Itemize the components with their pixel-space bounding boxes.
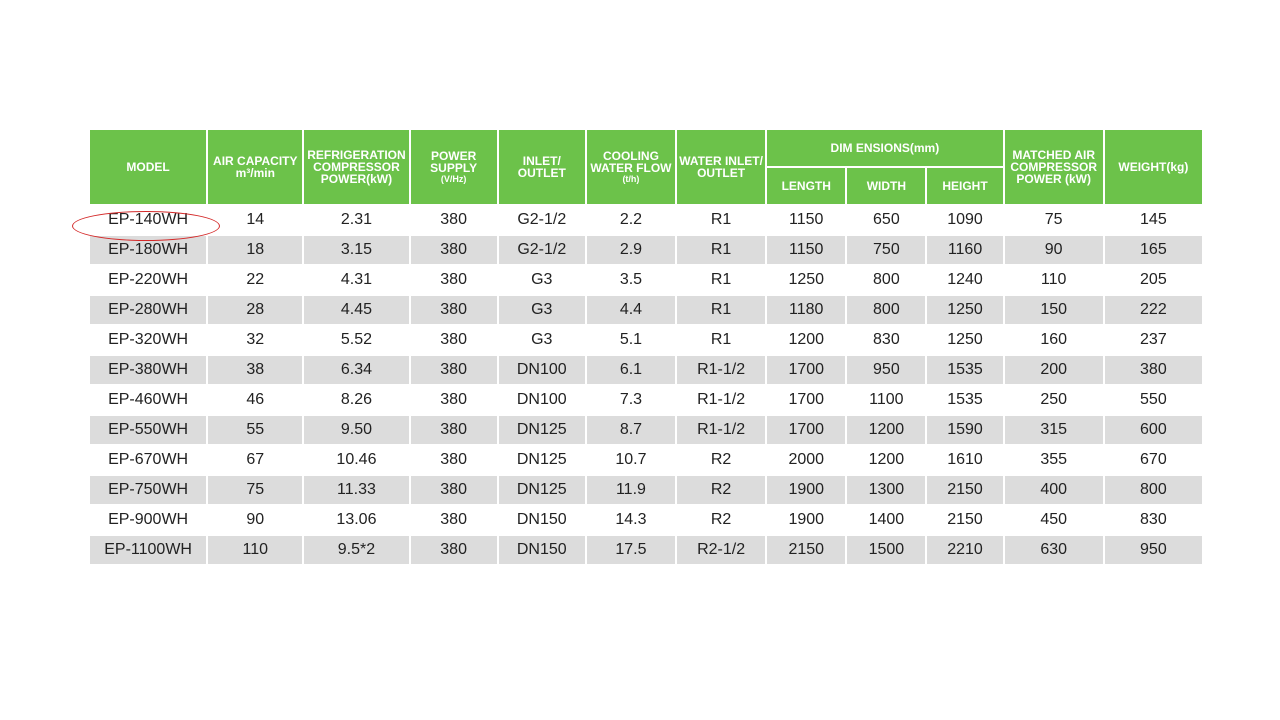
cell-model: EP-380WH [90, 356, 206, 384]
cell-refrigeration-power: 11.33 [304, 476, 408, 504]
cell-air-capacity: 18 [208, 236, 302, 264]
cell-refrigeration-power: 13.06 [304, 506, 408, 534]
cell-length: 1250 [767, 266, 845, 294]
cell-air-capacity: 28 [208, 296, 302, 324]
cell-air-capacity: 32 [208, 326, 302, 354]
cell-refrigeration-power: 8.26 [304, 386, 408, 414]
cell-water-inlet-outlet: R2 [677, 476, 765, 504]
cell-weight: 222 [1105, 296, 1202, 324]
cell-height: 1535 [927, 386, 1002, 414]
cell-inlet-outlet: DN150 [499, 536, 585, 564]
header-cooling-water-flow-unit: (t/h) [622, 173, 640, 184]
header-width: WIDTH [847, 168, 925, 204]
cell-height: 1610 [927, 446, 1002, 474]
cell-refrigeration-power: 4.45 [304, 296, 408, 324]
cell-width: 1200 [847, 416, 925, 444]
cell-width: 1500 [847, 536, 925, 564]
cell-matched-air-power: 450 [1005, 506, 1103, 534]
table-row [90, 206, 1202, 234]
cell-power-supply: 380 [411, 326, 497, 354]
cell-refrigeration-power: 3.15 [304, 236, 408, 264]
cell-height: 1250 [927, 296, 1002, 324]
cell-refrigeration-power: 6.34 [304, 356, 408, 384]
cell-cooling-water-flow: 5.1 [587, 326, 675, 354]
cell-width: 1300 [847, 476, 925, 504]
cell-refrigeration-power: 10.46 [304, 446, 408, 474]
cell-model: EP-320WH [90, 326, 206, 354]
cell-weight: 380 [1105, 356, 1202, 384]
cell-power-supply: 380 [411, 416, 497, 444]
cell-cooling-water-flow: 7.3 [587, 386, 675, 414]
cell-length: 1900 [767, 476, 845, 504]
cell-power-supply: 380 [411, 476, 497, 504]
header-cooling-water-flow-label: COOLING WATER FLOW [590, 148, 672, 175]
cell-width: 950 [847, 356, 925, 384]
cell-air-capacity: 90 [208, 506, 302, 534]
cell-length: 1180 [767, 296, 845, 324]
table-row [90, 386, 1202, 414]
cell-length: 1700 [767, 386, 845, 414]
header-air-capacity-unit: m³/min [235, 166, 275, 180]
header-matched-air-compressor: MATCHED AIR COMPRESSOR POWER (kW) [1005, 130, 1103, 204]
header-dimensions: DIM ENSIONS(mm) [767, 130, 1002, 166]
cell-matched-air-power: 200 [1005, 356, 1103, 384]
cell-matched-air-power: 315 [1005, 416, 1103, 444]
cell-weight: 950 [1105, 536, 1202, 564]
cell-power-supply: 380 [411, 446, 497, 474]
cell-water-inlet-outlet: R1 [677, 236, 765, 264]
header-power-supply-unit: (V/Hz) [440, 173, 467, 184]
cell-width: 800 [847, 266, 925, 294]
cell-inlet-outlet: G3 [499, 266, 585, 294]
cell-refrigeration-power: 9.50 [304, 416, 408, 444]
cell-power-supply: 380 [411, 236, 497, 264]
cell-length: 1200 [767, 326, 845, 354]
cell-height: 1535 [927, 356, 1002, 384]
table-row [90, 506, 1202, 534]
cell-inlet-outlet: DN100 [499, 356, 585, 384]
cell-model: EP-750WH [90, 476, 206, 504]
cell-air-capacity: 22 [208, 266, 302, 294]
header-power-supply [411, 130, 497, 204]
table-row [90, 446, 1202, 474]
header-refrigeration-power: REFRIGERATION COMPRESSOR POWER(kW) [304, 130, 408, 204]
cell-width: 750 [847, 236, 925, 264]
cell-cooling-water-flow: 10.7 [587, 446, 675, 474]
header-air-capacity [208, 130, 302, 204]
cell-water-inlet-outlet: R1 [677, 266, 765, 294]
table-row [90, 416, 1202, 444]
cell-height: 1590 [927, 416, 1002, 444]
cell-inlet-outlet: DN150 [499, 506, 585, 534]
cell-length: 1900 [767, 506, 845, 534]
header-power-supply-label: POWER SUPPLY [430, 148, 478, 175]
cell-matched-air-power: 150 [1005, 296, 1103, 324]
cell-cooling-water-flow: 14.3 [587, 506, 675, 534]
cell-cooling-water-flow: 2.9 [587, 236, 675, 264]
cell-matched-air-power: 250 [1005, 386, 1103, 414]
cell-length: 1150 [767, 236, 845, 264]
cell-cooling-water-flow: 6.1 [587, 356, 675, 384]
cell-refrigeration-power: 5.52 [304, 326, 408, 354]
cell-inlet-outlet: DN100 [499, 386, 585, 414]
cell-height: 1240 [927, 266, 1002, 294]
cell-weight: 205 [1105, 266, 1202, 294]
cell-model: EP-180WH [90, 236, 206, 264]
cell-height: 2150 [927, 506, 1002, 534]
cell-water-inlet-outlet: R2-1/2 [677, 536, 765, 564]
cell-height: 2210 [927, 536, 1002, 564]
cell-refrigeration-power: 9.5*2 [304, 536, 408, 564]
cell-weight: 550 [1105, 386, 1202, 414]
cell-model: EP-670WH [90, 446, 206, 474]
header-water-inlet-outlet: WATER INLET/ OUTLET [677, 130, 765, 204]
cell-inlet-outlet: G2-1/2 [499, 236, 585, 264]
cell-refrigeration-power: 2.31 [304, 206, 408, 234]
cell-length: 2000 [767, 446, 845, 474]
table-body [90, 206, 1202, 564]
cell-width: 1200 [847, 446, 925, 474]
header-air-capacity-label: AIR CAPACITY [213, 154, 298, 168]
cell-air-capacity: 55 [208, 416, 302, 444]
cell-inlet-outlet: G2-1/2 [499, 206, 585, 234]
cell-width: 650 [847, 206, 925, 234]
cell-height: 2150 [927, 476, 1002, 504]
cell-inlet-outlet: DN125 [499, 446, 585, 474]
cell-length: 1150 [767, 206, 845, 234]
table-row [90, 476, 1202, 504]
cell-power-supply: 380 [411, 206, 497, 234]
header-length: LENGTH [767, 168, 845, 204]
cell-water-inlet-outlet: R1 [677, 206, 765, 234]
cell-power-supply: 380 [411, 506, 497, 534]
cell-inlet-outlet: G3 [499, 296, 585, 324]
cell-air-capacity: 75 [208, 476, 302, 504]
cell-power-supply: 380 [411, 266, 497, 294]
cell-cooling-water-flow: 4.4 [587, 296, 675, 324]
cell-model: EP-1100WH [90, 536, 206, 564]
header-height: HEIGHT [927, 168, 1002, 204]
cell-inlet-outlet: DN125 [499, 416, 585, 444]
cell-width: 800 [847, 296, 925, 324]
cell-cooling-water-flow: 8.7 [587, 416, 675, 444]
cell-height: 1250 [927, 326, 1002, 354]
table-row [90, 236, 1202, 264]
table-header [90, 130, 1202, 204]
cell-water-inlet-outlet: R1 [677, 326, 765, 354]
cell-air-capacity: 67 [208, 446, 302, 474]
cell-inlet-outlet: G3 [499, 326, 585, 354]
spec-table [88, 128, 1204, 566]
cell-water-inlet-outlet: R2 [677, 506, 765, 534]
cell-matched-air-power: 630 [1005, 536, 1103, 564]
table-row [90, 326, 1202, 354]
cell-matched-air-power: 110 [1005, 266, 1103, 294]
cell-model: EP-460WH [90, 386, 206, 414]
cell-weight: 145 [1105, 206, 1202, 234]
cell-cooling-water-flow: 17.5 [587, 536, 675, 564]
cell-water-inlet-outlet: R2 [677, 446, 765, 474]
header-model: MODEL [90, 130, 206, 204]
cell-cooling-water-flow: 11.9 [587, 476, 675, 504]
cell-power-supply: 380 [411, 536, 497, 564]
cell-power-supply: 380 [411, 356, 497, 384]
table-row [90, 296, 1202, 324]
cell-weight: 237 [1105, 326, 1202, 354]
cell-width: 830 [847, 326, 925, 354]
cell-model: EP-900WH [90, 506, 206, 534]
cell-length: 2150 [767, 536, 845, 564]
header-inlet-outlet: INLET/ OUTLET [499, 130, 585, 204]
cell-cooling-water-flow: 2.2 [587, 206, 675, 234]
cell-matched-air-power: 355 [1005, 446, 1103, 474]
table-row [90, 536, 1202, 564]
cell-matched-air-power: 160 [1005, 326, 1103, 354]
cell-power-supply: 380 [411, 386, 497, 414]
cell-weight: 800 [1105, 476, 1202, 504]
cell-length: 1700 [767, 416, 845, 444]
cell-height: 1090 [927, 206, 1002, 234]
cell-weight: 600 [1105, 416, 1202, 444]
cell-width: 1100 [847, 386, 925, 414]
cell-air-capacity: 38 [208, 356, 302, 384]
cell-model: EP-140WH [90, 206, 206, 234]
cell-width: 1400 [847, 506, 925, 534]
cell-water-inlet-outlet: R1-1/2 [677, 416, 765, 444]
cell-weight: 670 [1105, 446, 1202, 474]
cell-model: EP-220WH [90, 266, 206, 294]
cell-model: EP-280WH [90, 296, 206, 324]
cell-length: 1700 [767, 356, 845, 384]
cell-water-inlet-outlet: R1-1/2 [677, 356, 765, 384]
cell-inlet-outlet: DN125 [499, 476, 585, 504]
cell-matched-air-power: 400 [1005, 476, 1103, 504]
cell-matched-air-power: 75 [1005, 206, 1103, 234]
table-row [90, 266, 1202, 294]
cell-air-capacity: 14 [208, 206, 302, 234]
cell-height: 1160 [927, 236, 1002, 264]
cell-cooling-water-flow: 3.5 [587, 266, 675, 294]
cell-power-supply: 380 [411, 296, 497, 324]
table-row [90, 356, 1202, 384]
cell-air-capacity: 110 [208, 536, 302, 564]
cell-air-capacity: 46 [208, 386, 302, 414]
cell-water-inlet-outlet: R1 [677, 296, 765, 324]
cell-water-inlet-outlet: R1-1/2 [677, 386, 765, 414]
cell-weight: 165 [1105, 236, 1202, 264]
cell-matched-air-power: 90 [1005, 236, 1103, 264]
cell-refrigeration-power: 4.31 [304, 266, 408, 294]
header-cooling-water-flow [587, 130, 675, 204]
cell-weight: 830 [1105, 506, 1202, 534]
header-weight: WEIGHT(kg) [1105, 130, 1202, 204]
cell-model: EP-550WH [90, 416, 206, 444]
